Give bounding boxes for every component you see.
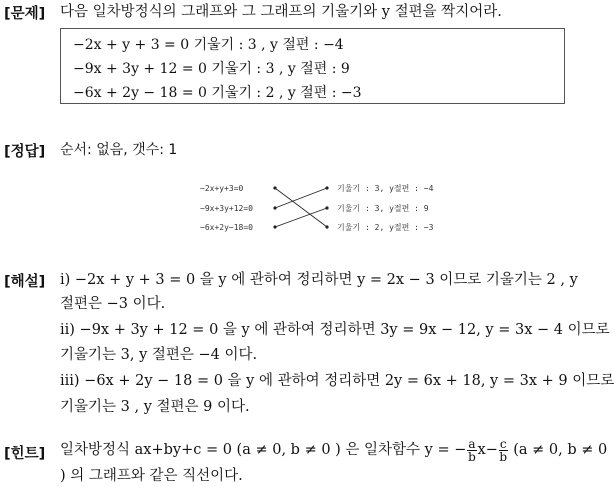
match-line xyxy=(275,188,327,227)
fraction-c-over-b xyxy=(499,438,508,463)
match-line xyxy=(275,188,327,208)
fraction-a-over-b xyxy=(467,438,476,463)
hint-line: ) 의 그래프와 같은 직선이다. xyxy=(60,468,243,484)
equation-line: −2x + y + 3 = 0 기울기 : 3 , y 절편 : −4 xyxy=(73,37,344,53)
match-line xyxy=(275,208,327,227)
explanation-line: ⅲ) −6x + 2y − 18 = 0 을 y 에 관하여 정리하면 2y = 6x + 18, y = 3x + 9 이므로 xyxy=(60,373,614,389)
fraction-numerator: a xyxy=(468,436,476,451)
problem-instruction: 다음 일차방정식의 그래프와 그 그래프의 기울기와 y 절편을 짝지어라. xyxy=(60,4,502,20)
left-item: −2x+y+3=0 xyxy=(200,184,244,193)
right-dot xyxy=(325,186,328,189)
answer-text: 순서: 없음, 갯수: 1 xyxy=(60,142,178,158)
hint-line xyxy=(60,436,607,464)
hint-text: x− xyxy=(477,442,498,458)
fraction-denominator: b xyxy=(468,449,476,464)
left-item: −6x+2y−18=0 xyxy=(200,223,253,232)
fraction-denominator: b xyxy=(499,449,508,464)
answer-label: [정답] xyxy=(4,144,46,160)
hint-text: (a ≠ 0, b ≠ 0 xyxy=(508,442,608,458)
hint-label: [힌트] xyxy=(4,446,46,462)
explanation-line: ⅱ) −9x + 3y + 12 = 0 을 y 에 관하여 정리하면 3y = 9x − 12, y = 3x − 4 이므로 xyxy=(60,322,610,338)
equation-box xyxy=(60,28,565,104)
hint-text: 일차방정식 ax+by+c = 0 (a ≠ 0, b ≠ 0 ) 은 일차함수 y = − xyxy=(60,442,467,458)
problem-label: [문제] xyxy=(4,6,46,22)
explanation-label: [해설] xyxy=(4,274,46,290)
matching-diagram xyxy=(195,178,465,238)
explanation-line: 기울기는 3, y 절편은 −4 이다. xyxy=(60,347,258,363)
explanation-line: 절편은 −3 이다. xyxy=(60,296,166,312)
explanation-line: ⅰ) −2x + y + 3 = 0 을 y 에 관하여 정리하면 y = 2x − 3 이므로 기울기는 2 , y xyxy=(60,272,578,288)
fraction-numerator: c xyxy=(499,436,507,451)
right-dot xyxy=(325,225,328,228)
equation-line: −9x + 3y + 12 = 0 기울기 : 3 , y 절편 : 9 xyxy=(73,61,350,77)
left-item: −9x+3y+12=0 xyxy=(200,204,253,213)
right-dot xyxy=(325,206,328,209)
right-item: 기울기 : 3, y절편 : −4 xyxy=(337,184,434,193)
right-item: 기울기 : 3, y절편 : 9 xyxy=(337,204,429,213)
explanation-line: 기울기는 3 , y 절편은 9 이다. xyxy=(60,399,250,415)
right-item: 기울기 : 2, y절편 : −3 xyxy=(337,223,434,232)
equation-line: −6x + 2y − 18 = 0 기울기 : 2 , y 절편 : −3 xyxy=(73,85,362,101)
